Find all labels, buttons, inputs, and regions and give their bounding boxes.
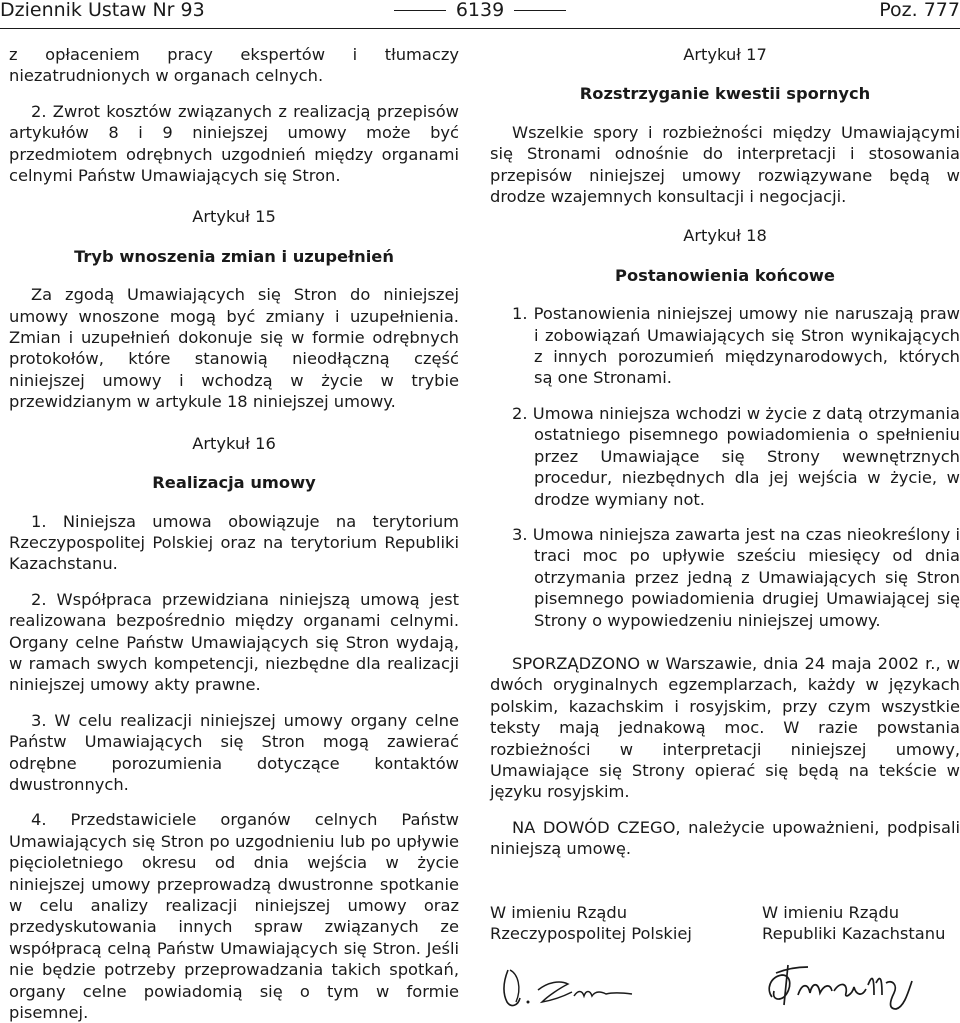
closing-paragraph-2: NA DOWÓD CZEGO, należycie upoważnieni, podpisali niniejszą umowę. <box>490 817 960 859</box>
dash-left <box>394 10 446 11</box>
dash-right <box>514 10 566 11</box>
signature-poland <box>490 902 750 945</box>
page-number <box>0 0 960 21</box>
art15-paragraph: Za zgodą Umawiających się Stron do niniejszej umowy wnoszone mogą być zmiany i uzupełnienia. Zmian i uzupełnień dokonuje się w formie odrębnych protokołów, które stanowią nieodłączną część niniejszej umowy i wchodzą w życie w trybie przewidzianym w artykule 18 niniejszej umowy. <box>9 285 459 412</box>
handwritten-signature-poland <box>498 962 648 1010</box>
left-column <box>9 44 459 1023</box>
art16-paragraph-3: 3. W celu realizacji niniejszej umowy organy celne Państw Umawiających się Stron mogą zawierać odrębne porozumienia dotyczące kontaktów dwustronnych. <box>9 710 459 794</box>
art18-paragraph-3: 3. Umowa niniejsza zawarta jest na czas nieokreślony i traci moc po upływie sześciu miesięcy od dnia otrzymania przez jedną z Umawiających się Stron pisemnego powiadomienia drugiej Umawiającej się Strony o wypowiedzeniu niniejszej umowy. <box>512 524 960 630</box>
art18-title: Postanowienia końcowe <box>615 265 835 285</box>
art15-title: Tryb wnoszenia zmian i uzupełnień <box>74 246 394 266</box>
sig-poland-line2: Rzeczypospolitej Polskiej <box>490 924 692 944</box>
art17-title: Rozstrzyganie kwestii spornych <box>579 84 871 104</box>
closing-paragraph-1: SPORZĄDZONO w Warszawie, dnia 24 maja 2002 r., w dwóch oryginalnych egzemplarzach, każdy w językach polskim, kazachskim i rosyjskim, przy czym wszystkie teksty mają jednakową moc. W razie powstania rozbieżności w interpretacji niniejszej umowy, Umawiające się Strony opierać się będą na tekście w języku rosyjskim. <box>490 653 960 802</box>
art16-title: Realizacja umowy <box>152 473 316 493</box>
art18-heading: Artykuł 18 <box>683 226 767 246</box>
page-header <box>0 0 960 34</box>
art14-paragraph-2: 2. Zwrot kosztów związanych z realizacją przepisów artykułów 8 i 9 niniejszej umowy może być przedmiotem odrębnych uzgodnień między organami celnymi Państw Umawiających się Stron. <box>9 101 459 186</box>
page-number-text: 6139 <box>455 0 505 21</box>
art16-heading: Artykuł 16 <box>192 433 276 453</box>
art15-heading: Artykuł 15 <box>192 207 276 227</box>
intro-continuation: z opłaceniem pracy ekspertów i tłumaczy niezatrudnionych w organach celnych. <box>9 45 459 86</box>
art17-paragraph: Wszelkie spory i rozbieżności między Umawiającymi się Stronami odnośnie do interpretacji i stosowania przepisów niniejszej umowy rozwiązywane będą w drodze wzajemnych konsultacji i negocjacji. <box>490 122 960 207</box>
sig-kazakhstan-line1: W imieniu Rządu <box>762 903 900 922</box>
right-column <box>490 44 960 860</box>
art16-paragraph-2: 2. Współpraca przewidziana niniejszą umową jest realizowana bezpośrednio między organami celnymi. Organy celne Państw Umawiających się Stron wydają, w ramach swych kompetencji, niezbędne dla realizacji niniejszej umowy akty prawne. <box>9 589 459 695</box>
art16-paragraph-1: 1. Niniejsza umowa obowiązuje na terytorium Rzeczypospolitej Polskiej oraz na terytorium Republiki Kazachstanu. <box>9 511 459 574</box>
sig-poland-line1: W imieniu Rządu <box>490 903 628 922</box>
art18-paragraph-1: 1. Postanowienia niniejszej umowy nie naruszają praw i zobowiązań Umawiających się Stron wynikających z innych porozumień międzynarodowych, których są one Stronami. <box>512 304 960 388</box>
art16-paragraph-4: 4. Przedstawiciele organów celnych Państw Umawiających się Stron po uzgodnieniu lub po upływie pięcioletniego okresu od dnia wejścia w życie niniejszej umowy przeprowadzą dwustronne spotkanie w celu analizy realizacji niniejszej umowy oraz przedyskutowania innych spraw związanych ze współpracą celną Państw Umawiających się Stron. Jeśli nie będzie potrzeby przeprowadzania takich spotkań, organy celne powiadomią się o tym w formie pisemnej. <box>9 810 459 1023</box>
signature-kazakhstan <box>762 902 960 945</box>
sig-kazakhstan-line2: Republiki Kazachstanu <box>762 924 946 944</box>
header-rule <box>0 28 960 29</box>
art17-heading: Artykuł 17 <box>683 45 767 64</box>
journal-title: Dziennik Ustaw Nr 93 <box>0 0 205 21</box>
handwritten-signature-kazakhstan <box>762 955 927 1013</box>
position-number: Poz. 777 <box>879 0 960 21</box>
art18-paragraph-2: 2. Umowa niniejsza wchodzi w życie z datą otrzymania ostatniego pisemnego powiadomienia o spełnieniu przez Umawiające się Strony wewnętrznych procedur, niezbędnych dla jej wejścia w życie, w drodze wymiany not. <box>512 403 960 509</box>
